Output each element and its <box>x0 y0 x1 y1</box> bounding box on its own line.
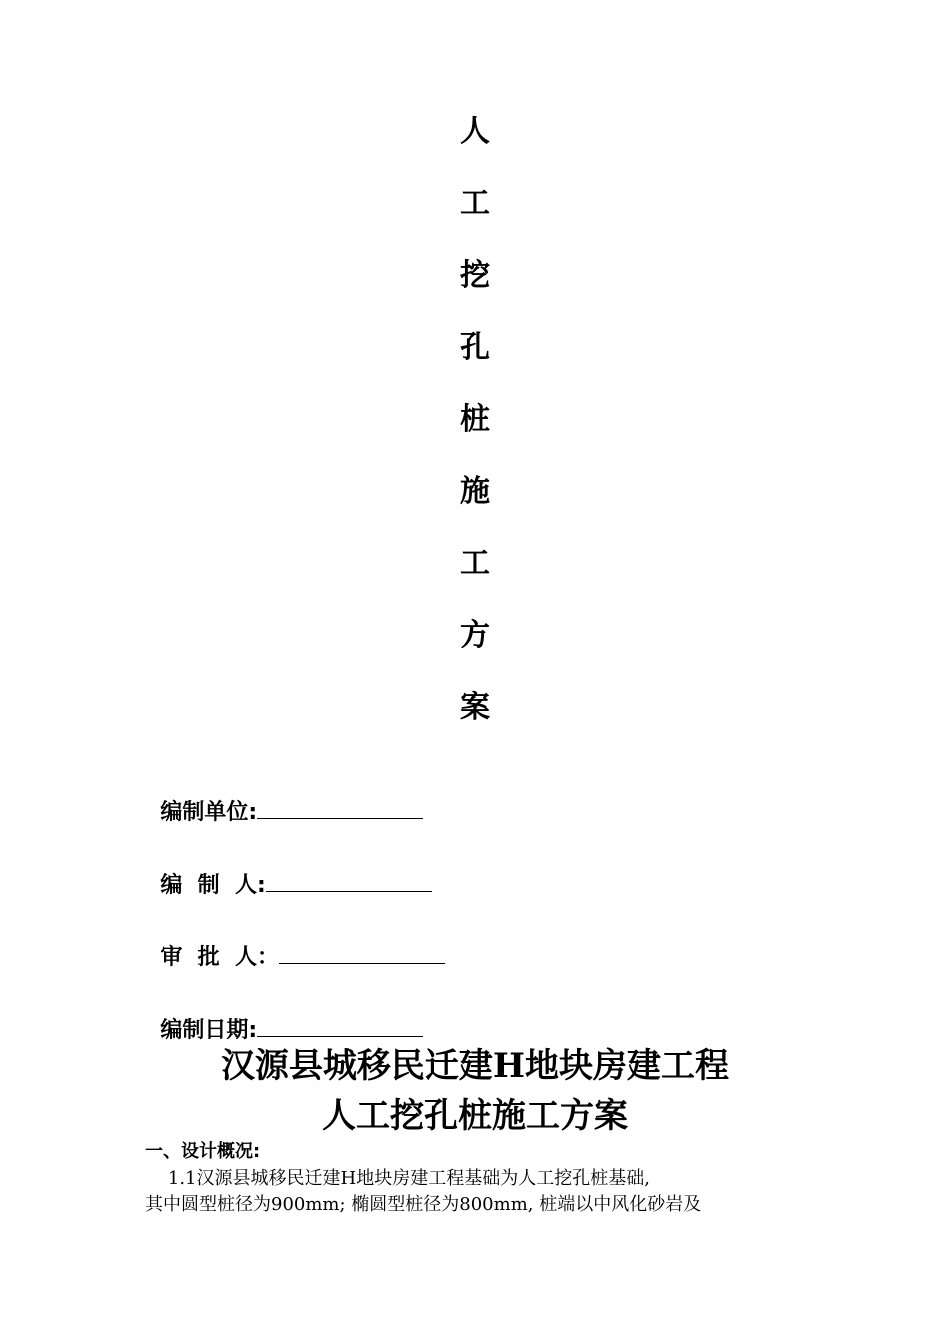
cover-title-char: 孔 <box>460 330 490 365</box>
field-blank-line <box>266 867 432 892</box>
paragraph-line: 1.1汉源县城移民迁建H地块房建工程基础为人工挖孔桩基础, <box>145 1168 650 1189</box>
cover-title-char: 工 <box>460 186 490 221</box>
field-label: 审 批 人： <box>160 945 279 970</box>
field-blank-line <box>257 794 423 819</box>
cover-title-char: 方 <box>460 618 490 653</box>
field-compile-date <box>145 982 423 1046</box>
paragraph-line: 其中圆型桩径为900mm; 椭圆型桩径为800mm, 桩端以中风化砂岩及 <box>145 1194 702 1215</box>
cover-title-char: 人 <box>460 114 490 149</box>
document-title-line1: 汉源县城移民迁建H地块房建工程 <box>220 1046 730 1086</box>
field-blank-line <box>257 1012 423 1037</box>
field-label: 编 制 人: <box>160 873 266 898</box>
field-label: 编制单位: <box>160 800 258 825</box>
cover-title-char: 施 <box>460 474 490 509</box>
cover-title-char: 挖 <box>460 258 490 293</box>
section-heading: 一、设计概况: <box>145 1141 261 1162</box>
cover-title-char: 工 <box>460 546 490 581</box>
document-title-line2: 人工挖孔桩施工方案 <box>322 1096 628 1136</box>
field-label: 编制日期: <box>160 1018 258 1043</box>
cover-title-char: 桩 <box>460 402 490 437</box>
cover-title-char: 案 <box>460 690 490 725</box>
field-blank-line <box>279 939 445 964</box>
field-approver <box>145 909 445 973</box>
field-compiling-unit <box>145 764 423 828</box>
field-compiler <box>145 837 432 901</box>
